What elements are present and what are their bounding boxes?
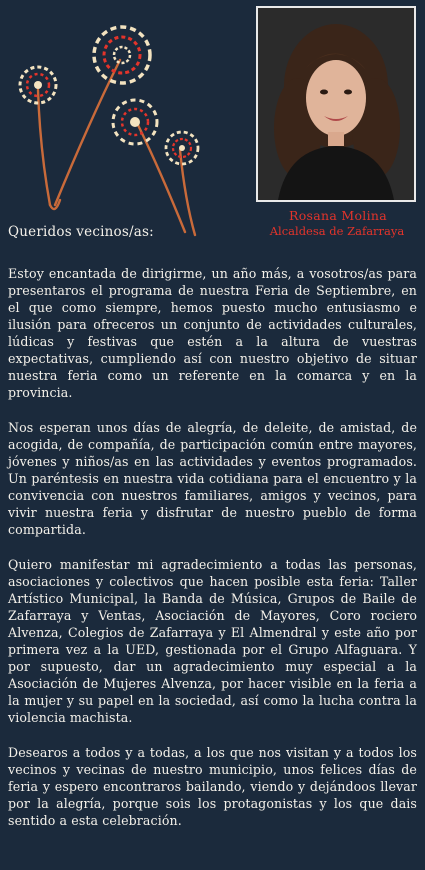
letter-paragraph: Nos esperan unos días de alegría, de deleite, de amistad, de acogida, de compañía, de participación común entre mayores, jóvenes y niños/as en las actividades y eventos programados. Un paréntesis en nuestra vida cotidiana para el encuentro y la convivencia con nuestros familiares, amigos y vecinos, para vivir nuestra feria y disfrutar de nuestro pueblo de forma compartida. <box>8 420 417 537</box>
letter-paragraph: Quiero manifestar mi agradecimiento a todas las personas, asociaciones y colectivos que hacen posible esta feria: Taller Artístico Municipal, la Banda de Música, Grupos de Baile de Zafarraya y Ventas, Asociación de Mayores, Coro rociero Alvenza, Colegios de Zafarraya y El Almendral y este año por primera vez a la UED, gestionada por el Grupo Alfaguara. Y por supuesto, dar un agradecimiento muy especial a la Asociación de Mujeres Alvenza, por hacer visible en la feria a la mujer y su papel en la sociedad, así como la lucha contra la violencia machista. <box>8 557 417 725</box>
letter-body <box>8 265 417 847</box>
letter-paragraph: Desearos a todos y a todas, a los que nos visitan y a todos los vecinos y vecinas de nuestro municipio, unos felices días de feria y espero encontraros bailando, viendo y dejándoos llevar por la alegría, porque sois los protagonistas y los que dais sentido a esta celebración. <box>8 745 417 828</box>
letter-paragraph: Estoy encantada de dirigirme, un año más, a vosotros/as para presentaros el programa de nuestra Feria de Septiembre, en el que como siempre, hemos puesto mucho entusiasmo e ilusión para ofreceros un conjunto de actividades culturales, lúdicas y festivas que estén a la altura de vuestras expectativas, cumpliendo así con nuestro objetivo de situar nuestra feria como un referente en la comarca y en la provincia. <box>8 266 417 400</box>
dandelion-illustration <box>0 0 250 240</box>
dandelion-head-3 <box>113 100 157 144</box>
portrait-photo <box>258 8 414 200</box>
greeting: Queridos vecinos/as: <box>8 224 154 240</box>
dandelion-head-2 <box>94 27 150 83</box>
signature-role: Alcaldesa de Zafarraya <box>269 224 405 238</box>
portrait-frame <box>256 6 416 202</box>
signature-name: Rosana Molina <box>288 208 387 223</box>
